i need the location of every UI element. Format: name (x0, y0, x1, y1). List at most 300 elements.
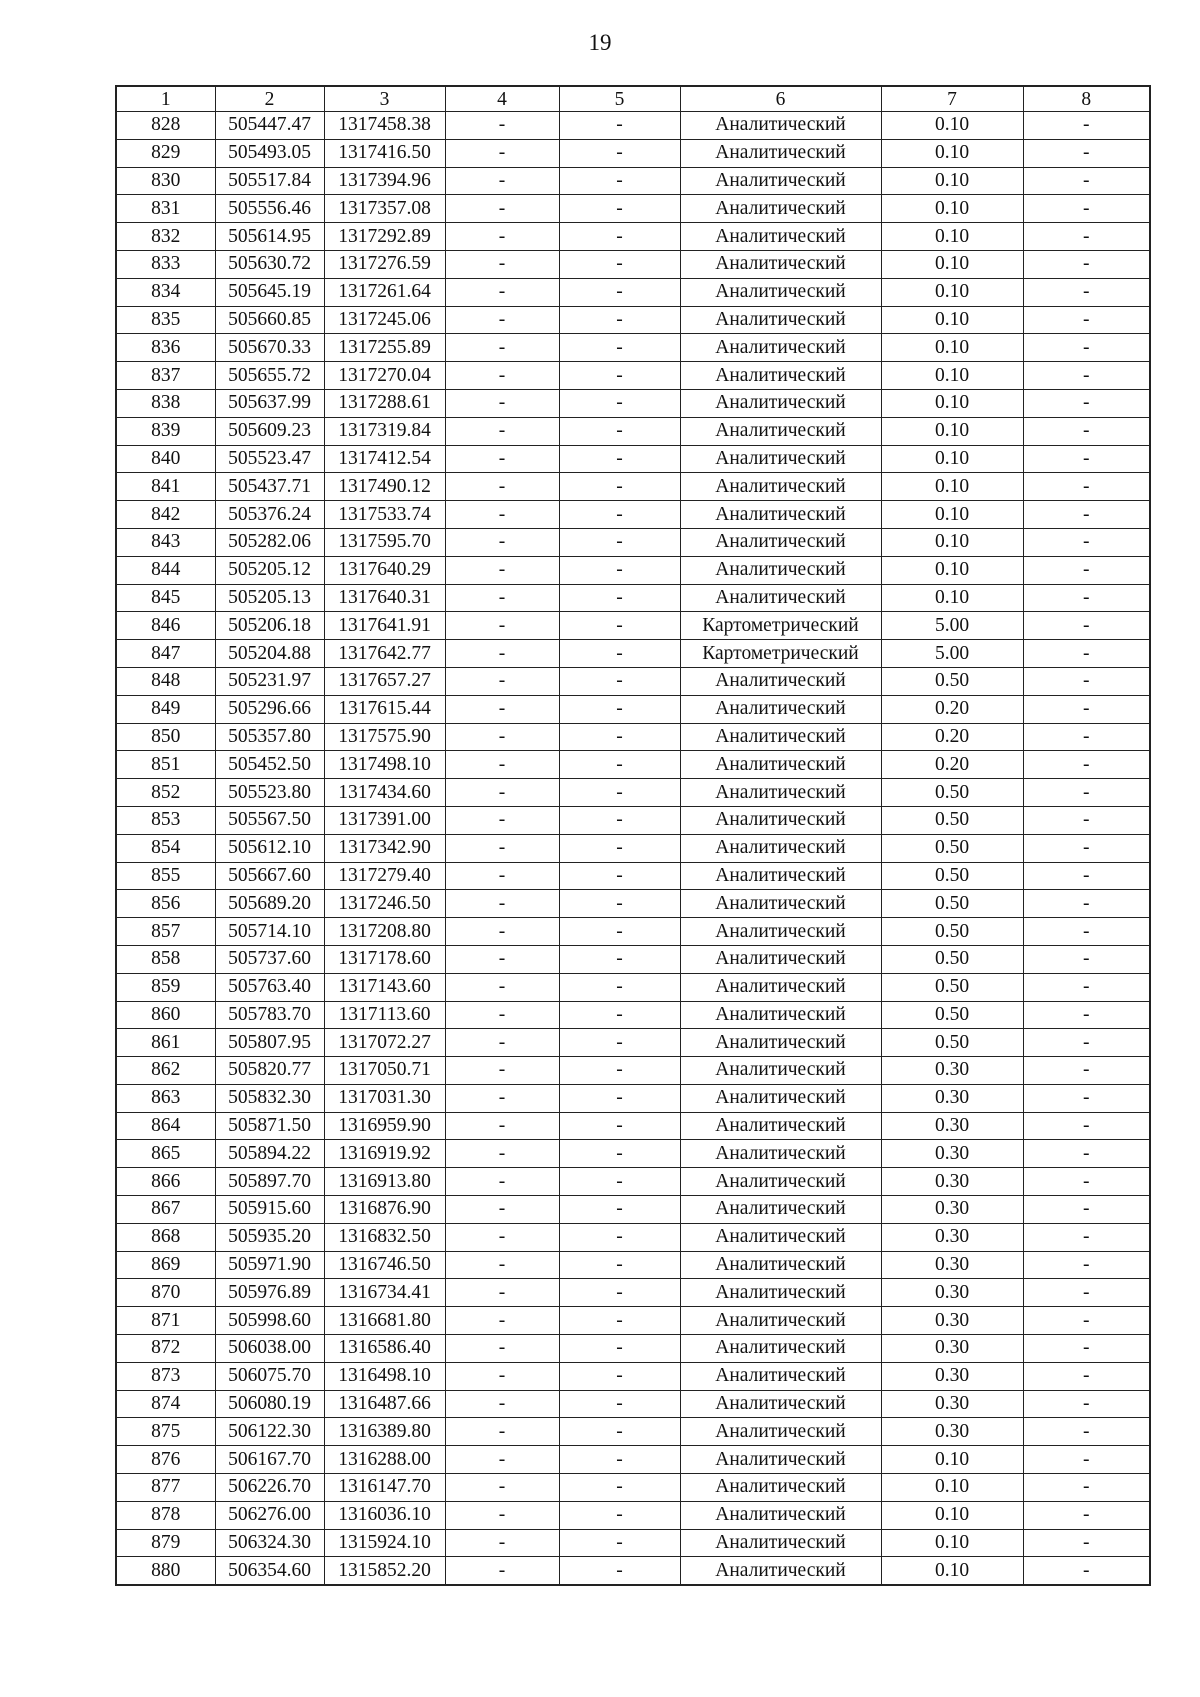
x-coordinate-cell: 505783.70 (215, 1001, 324, 1029)
table-row (116, 1029, 1150, 1057)
y-coordinate-cell: 1317319.84 (324, 417, 445, 445)
y-coordinate-cell: 1316681.80 (324, 1307, 445, 1335)
point-number-cell: 843 (116, 528, 215, 556)
table-row (116, 167, 1150, 195)
point-number-cell: 848 (116, 667, 215, 695)
col5-cell: - (559, 723, 680, 751)
col4-cell: - (445, 1196, 559, 1224)
table-row (116, 1501, 1150, 1529)
col4-cell: - (445, 1446, 559, 1474)
point-number-cell: 876 (116, 1446, 215, 1474)
col8-cell: - (1023, 1251, 1150, 1279)
point-number-cell: 871 (116, 1307, 215, 1335)
x-coordinate-cell: 506354.60 (215, 1557, 324, 1585)
point-number-cell: 834 (116, 278, 215, 306)
x-coordinate-cell: 506075.70 (215, 1362, 324, 1390)
accuracy-cell: 0.10 (881, 445, 1023, 473)
col5-cell: - (559, 1001, 680, 1029)
col8-cell: - (1023, 723, 1150, 751)
col5-cell: - (559, 528, 680, 556)
table-row (116, 806, 1150, 834)
y-coordinate-cell: 1316487.66 (324, 1390, 445, 1418)
point-number-cell: 837 (116, 362, 215, 390)
point-number-cell: 870 (116, 1279, 215, 1307)
table-row (116, 751, 1150, 779)
accuracy-cell: 0.30 (881, 1362, 1023, 1390)
y-coordinate-cell: 1317640.31 (324, 584, 445, 612)
method-cell: Аналитический (680, 112, 881, 140)
col5-cell: - (559, 417, 680, 445)
col8-cell: - (1023, 695, 1150, 723)
table-body (116, 112, 1150, 1586)
table-row (116, 834, 1150, 862)
x-coordinate-cell: 505231.97 (215, 667, 324, 695)
point-number-cell: 878 (116, 1501, 215, 1529)
x-coordinate-cell: 505452.50 (215, 751, 324, 779)
accuracy-cell: 0.50 (881, 1001, 1023, 1029)
column-header: 3 (324, 86, 445, 112)
y-coordinate-cell: 1317575.90 (324, 723, 445, 751)
col4-cell: - (445, 1390, 559, 1418)
point-number-cell: 847 (116, 640, 215, 668)
col8-cell: - (1023, 612, 1150, 640)
column-header: 2 (215, 86, 324, 112)
y-coordinate-cell: 1316288.00 (324, 1446, 445, 1474)
y-coordinate-cell: 1317255.89 (324, 334, 445, 362)
point-number-cell: 853 (116, 806, 215, 834)
col5-cell: - (559, 945, 680, 973)
col5-cell: - (559, 501, 680, 529)
y-coordinate-cell: 1317143.60 (324, 973, 445, 1001)
col8-cell: - (1023, 334, 1150, 362)
col8-cell: - (1023, 167, 1150, 195)
col8-cell: - (1023, 362, 1150, 390)
point-number-cell: 829 (116, 139, 215, 167)
y-coordinate-cell: 1317533.74 (324, 501, 445, 529)
col5-cell: - (559, 1112, 680, 1140)
accuracy-cell: 0.10 (881, 1501, 1023, 1529)
col8-cell: - (1023, 1279, 1150, 1307)
col5-cell: - (559, 1362, 680, 1390)
x-coordinate-cell: 506122.30 (215, 1418, 324, 1446)
accuracy-cell: 0.20 (881, 695, 1023, 723)
y-coordinate-cell: 1315852.20 (324, 1557, 445, 1585)
col4-cell: - (445, 278, 559, 306)
x-coordinate-cell: 505523.47 (215, 445, 324, 473)
point-number-cell: 854 (116, 834, 215, 862)
method-cell: Аналитический (680, 723, 881, 751)
col4-cell: - (445, 834, 559, 862)
accuracy-cell: 0.10 (881, 139, 1023, 167)
method-cell: Аналитический (680, 1251, 881, 1279)
accuracy-cell: 0.30 (881, 1390, 1023, 1418)
col8-cell: - (1023, 1307, 1150, 1335)
x-coordinate-cell: 505976.89 (215, 1279, 324, 1307)
accuracy-cell: 0.30 (881, 1057, 1023, 1085)
col4-cell: - (445, 195, 559, 223)
point-number-cell: 841 (116, 473, 215, 501)
col4-cell: - (445, 945, 559, 973)
y-coordinate-cell: 1316832.50 (324, 1223, 445, 1251)
col8-cell: - (1023, 1057, 1150, 1085)
col8-cell: - (1023, 223, 1150, 251)
method-cell: Аналитический (680, 667, 881, 695)
accuracy-cell: 0.30 (881, 1112, 1023, 1140)
method-cell: Аналитический (680, 278, 881, 306)
x-coordinate-cell: 505556.46 (215, 195, 324, 223)
col8-cell: - (1023, 973, 1150, 1001)
col4-cell: - (445, 584, 559, 612)
col5-cell: - (559, 389, 680, 417)
table-row (116, 445, 1150, 473)
accuracy-cell: 0.10 (881, 584, 1023, 612)
col5-cell: - (559, 640, 680, 668)
table-row (116, 1251, 1150, 1279)
accuracy-cell: 0.10 (881, 223, 1023, 251)
method-cell: Аналитический (680, 1501, 881, 1529)
table-row (116, 362, 1150, 390)
method-cell: Аналитический (680, 1307, 881, 1335)
table-row (116, 334, 1150, 362)
col4-cell: - (445, 640, 559, 668)
table-row (116, 612, 1150, 640)
accuracy-cell: 0.10 (881, 306, 1023, 334)
point-number-cell: 828 (116, 112, 215, 140)
accuracy-cell: 0.30 (881, 1084, 1023, 1112)
table-row (116, 695, 1150, 723)
col4-cell: - (445, 723, 559, 751)
col4-cell: - (445, 1279, 559, 1307)
point-number-cell: 857 (116, 918, 215, 946)
x-coordinate-cell: 505897.70 (215, 1168, 324, 1196)
point-number-cell: 867 (116, 1196, 215, 1224)
col4-cell: - (445, 556, 559, 584)
col8-cell: - (1023, 445, 1150, 473)
table-row (116, 1057, 1150, 1085)
col5-cell: - (559, 1474, 680, 1502)
method-cell: Аналитический (680, 167, 881, 195)
col8-cell: - (1023, 417, 1150, 445)
col4-cell: - (445, 1112, 559, 1140)
table-row (116, 1557, 1150, 1585)
method-cell: Аналитический (680, 556, 881, 584)
method-cell: Аналитический (680, 334, 881, 362)
method-cell: Аналитический (680, 1474, 881, 1502)
col8-cell: - (1023, 1474, 1150, 1502)
accuracy-cell: 0.50 (881, 918, 1023, 946)
method-cell: Аналитический (680, 945, 881, 973)
col5-cell: - (559, 1140, 680, 1168)
point-number-cell: 877 (116, 1474, 215, 1502)
method-cell: Аналитический (680, 862, 881, 890)
accuracy-cell: 5.00 (881, 612, 1023, 640)
method-cell: Аналитический (680, 779, 881, 807)
col8-cell: - (1023, 1557, 1150, 1585)
table-row (116, 1362, 1150, 1390)
accuracy-cell: 0.10 (881, 417, 1023, 445)
col5-cell: - (559, 278, 680, 306)
table-row (116, 1335, 1150, 1363)
col8-cell: - (1023, 195, 1150, 223)
table-row (116, 139, 1150, 167)
table-row (116, 1196, 1150, 1224)
accuracy-cell: 0.50 (881, 973, 1023, 1001)
x-coordinate-cell: 505609.23 (215, 417, 324, 445)
method-cell: Аналитический (680, 250, 881, 278)
table-row (116, 1112, 1150, 1140)
col5-cell: - (559, 1196, 680, 1224)
col5-cell: - (559, 779, 680, 807)
accuracy-cell: 0.20 (881, 751, 1023, 779)
y-coordinate-cell: 1316734.41 (324, 1279, 445, 1307)
x-coordinate-cell: 506226.70 (215, 1474, 324, 1502)
col4-cell: - (445, 139, 559, 167)
col4-cell: - (445, 250, 559, 278)
method-cell: Аналитический (680, 1446, 881, 1474)
method-cell: Аналитический (680, 834, 881, 862)
col4-cell: - (445, 1418, 559, 1446)
x-coordinate-cell: 505871.50 (215, 1112, 324, 1140)
point-number-cell: 852 (116, 779, 215, 807)
y-coordinate-cell: 1316919.92 (324, 1140, 445, 1168)
accuracy-cell: 0.30 (881, 1168, 1023, 1196)
point-number-cell: 835 (116, 306, 215, 334)
method-cell: Аналитический (680, 1529, 881, 1557)
col4-cell: - (445, 1168, 559, 1196)
point-number-cell: 850 (116, 723, 215, 751)
table-row (116, 528, 1150, 556)
x-coordinate-cell: 505714.10 (215, 918, 324, 946)
col4-cell: - (445, 334, 559, 362)
point-number-cell: 859 (116, 973, 215, 1001)
col5-cell: - (559, 112, 680, 140)
point-number-cell: 866 (116, 1168, 215, 1196)
point-number-cell: 868 (116, 1223, 215, 1251)
col5-cell: - (559, 751, 680, 779)
col4-cell: - (445, 1223, 559, 1251)
col4-cell: - (445, 417, 559, 445)
col4-cell: - (445, 1335, 559, 1363)
col8-cell: - (1023, 1140, 1150, 1168)
point-number-cell: 861 (116, 1029, 215, 1057)
point-number-cell: 860 (116, 1001, 215, 1029)
point-number-cell: 833 (116, 250, 215, 278)
method-cell: Аналитический (680, 1168, 881, 1196)
point-number-cell: 872 (116, 1335, 215, 1363)
accuracy-cell: 0.30 (881, 1251, 1023, 1279)
col5-cell: - (559, 306, 680, 334)
col5-cell: - (559, 918, 680, 946)
x-coordinate-cell: 505689.20 (215, 890, 324, 918)
x-coordinate-cell: 506038.00 (215, 1335, 324, 1363)
accuracy-cell: 5.00 (881, 640, 1023, 668)
x-coordinate-cell: 505737.60 (215, 945, 324, 973)
point-number-cell: 849 (116, 695, 215, 723)
x-coordinate-cell: 505667.60 (215, 862, 324, 890)
coordinates-table (115, 85, 1151, 1586)
table-row (116, 1529, 1150, 1557)
point-number-cell: 845 (116, 584, 215, 612)
method-cell: Аналитический (680, 584, 881, 612)
accuracy-cell: 0.10 (881, 334, 1023, 362)
accuracy-cell: 0.10 (881, 473, 1023, 501)
table-row (116, 223, 1150, 251)
accuracy-cell: 0.30 (881, 1196, 1023, 1224)
col4-cell: - (445, 306, 559, 334)
col5-cell: - (559, 834, 680, 862)
col8-cell: - (1023, 278, 1150, 306)
table-row (116, 723, 1150, 751)
col4-cell: - (445, 918, 559, 946)
col8-cell: - (1023, 751, 1150, 779)
accuracy-cell: 0.10 (881, 1446, 1023, 1474)
table-row (116, 1001, 1150, 1029)
y-coordinate-cell: 1317178.60 (324, 945, 445, 973)
y-coordinate-cell: 1317458.38 (324, 112, 445, 140)
x-coordinate-cell: 505437.71 (215, 473, 324, 501)
col4-cell: - (445, 862, 559, 890)
col5-cell: - (559, 445, 680, 473)
method-cell: Аналитический (680, 1084, 881, 1112)
col5-cell: - (559, 1223, 680, 1251)
method-cell: Аналитический (680, 417, 881, 445)
col8-cell: - (1023, 1362, 1150, 1390)
col4-cell: - (445, 1474, 559, 1502)
point-number-cell: 873 (116, 1362, 215, 1390)
x-coordinate-cell: 505204.88 (215, 640, 324, 668)
col4-cell: - (445, 667, 559, 695)
col8-cell: - (1023, 112, 1150, 140)
x-coordinate-cell: 505282.06 (215, 528, 324, 556)
point-number-cell: 856 (116, 890, 215, 918)
accuracy-cell: 0.10 (881, 250, 1023, 278)
y-coordinate-cell: 1317292.89 (324, 223, 445, 251)
method-cell: Картометрический (680, 640, 881, 668)
table-row (116, 1140, 1150, 1168)
y-coordinate-cell: 1317270.04 (324, 362, 445, 390)
col5-cell: - (559, 1529, 680, 1557)
col4-cell: - (445, 973, 559, 1001)
x-coordinate-cell: 505763.40 (215, 973, 324, 1001)
column-header: 1 (116, 86, 215, 112)
x-coordinate-cell: 505998.60 (215, 1307, 324, 1335)
y-coordinate-cell: 1317208.80 (324, 918, 445, 946)
y-coordinate-cell: 1316959.90 (324, 1112, 445, 1140)
col8-cell: - (1023, 1418, 1150, 1446)
y-coordinate-cell: 1316036.10 (324, 1501, 445, 1529)
col5-cell: - (559, 806, 680, 834)
y-coordinate-cell: 1317412.54 (324, 445, 445, 473)
point-number-cell: 851 (116, 751, 215, 779)
x-coordinate-cell: 505376.24 (215, 501, 324, 529)
table-row (116, 389, 1150, 417)
accuracy-cell: 0.30 (881, 1335, 1023, 1363)
table-row (116, 1390, 1150, 1418)
col4-cell: - (445, 1501, 559, 1529)
point-number-cell: 863 (116, 1084, 215, 1112)
accuracy-cell: 0.10 (881, 528, 1023, 556)
table-row (116, 1418, 1150, 1446)
col5-cell: - (559, 1029, 680, 1057)
x-coordinate-cell: 506324.30 (215, 1529, 324, 1557)
col4-cell: - (445, 1140, 559, 1168)
method-cell: Аналитический (680, 528, 881, 556)
col8-cell: - (1023, 834, 1150, 862)
col8-cell: - (1023, 473, 1150, 501)
method-cell: Аналитический (680, 918, 881, 946)
x-coordinate-cell: 505296.66 (215, 695, 324, 723)
column-header: 6 (680, 86, 881, 112)
col8-cell: - (1023, 528, 1150, 556)
y-coordinate-cell: 1317245.06 (324, 306, 445, 334)
method-cell: Аналитический (680, 1557, 881, 1585)
method-cell: Аналитический (680, 389, 881, 417)
y-coordinate-cell: 1317657.27 (324, 667, 445, 695)
x-coordinate-cell: 505645.19 (215, 278, 324, 306)
x-coordinate-cell: 505523.80 (215, 779, 324, 807)
x-coordinate-cell: 505447.47 (215, 112, 324, 140)
point-number-cell: 858 (116, 945, 215, 973)
col5-cell: - (559, 973, 680, 1001)
method-cell: Аналитический (680, 890, 881, 918)
table-row (116, 640, 1150, 668)
method-cell: Аналитический (680, 1418, 881, 1446)
col4-cell: - (445, 501, 559, 529)
table-row (116, 918, 1150, 946)
table-row (116, 890, 1150, 918)
col4-cell: - (445, 695, 559, 723)
x-coordinate-cell: 505820.77 (215, 1057, 324, 1085)
y-coordinate-cell: 1317113.60 (324, 1001, 445, 1029)
table-row (116, 1223, 1150, 1251)
x-coordinate-cell: 505660.85 (215, 306, 324, 334)
table-row (116, 1446, 1150, 1474)
y-coordinate-cell: 1317394.96 (324, 167, 445, 195)
col5-cell: - (559, 584, 680, 612)
col5-cell: - (559, 334, 680, 362)
col8-cell: - (1023, 1196, 1150, 1224)
x-coordinate-cell: 505567.50 (215, 806, 324, 834)
method-cell: Картометрический (680, 612, 881, 640)
x-coordinate-cell: 506080.19 (215, 1390, 324, 1418)
x-coordinate-cell: 505614.95 (215, 223, 324, 251)
point-number-cell: 874 (116, 1390, 215, 1418)
accuracy-cell: 0.10 (881, 278, 1023, 306)
col4-cell: - (445, 1029, 559, 1057)
method-cell: Аналитический (680, 306, 881, 334)
method-cell: Аналитический (680, 139, 881, 167)
col8-cell: - (1023, 1223, 1150, 1251)
table-row (116, 473, 1150, 501)
accuracy-cell: 0.20 (881, 723, 1023, 751)
method-cell: Аналитический (680, 1196, 881, 1224)
table-row (116, 945, 1150, 973)
column-header: 8 (1023, 86, 1150, 112)
y-coordinate-cell: 1315924.10 (324, 1529, 445, 1557)
table-row (116, 306, 1150, 334)
col5-cell: - (559, 1557, 680, 1585)
col8-cell: - (1023, 306, 1150, 334)
col4-cell: - (445, 362, 559, 390)
accuracy-cell: 0.30 (881, 1140, 1023, 1168)
col4-cell: - (445, 806, 559, 834)
point-number-cell: 836 (116, 334, 215, 362)
y-coordinate-cell: 1316498.10 (324, 1362, 445, 1390)
method-cell: Аналитический (680, 362, 881, 390)
col8-cell: - (1023, 1390, 1150, 1418)
table-row (116, 556, 1150, 584)
accuracy-cell: 0.50 (881, 862, 1023, 890)
